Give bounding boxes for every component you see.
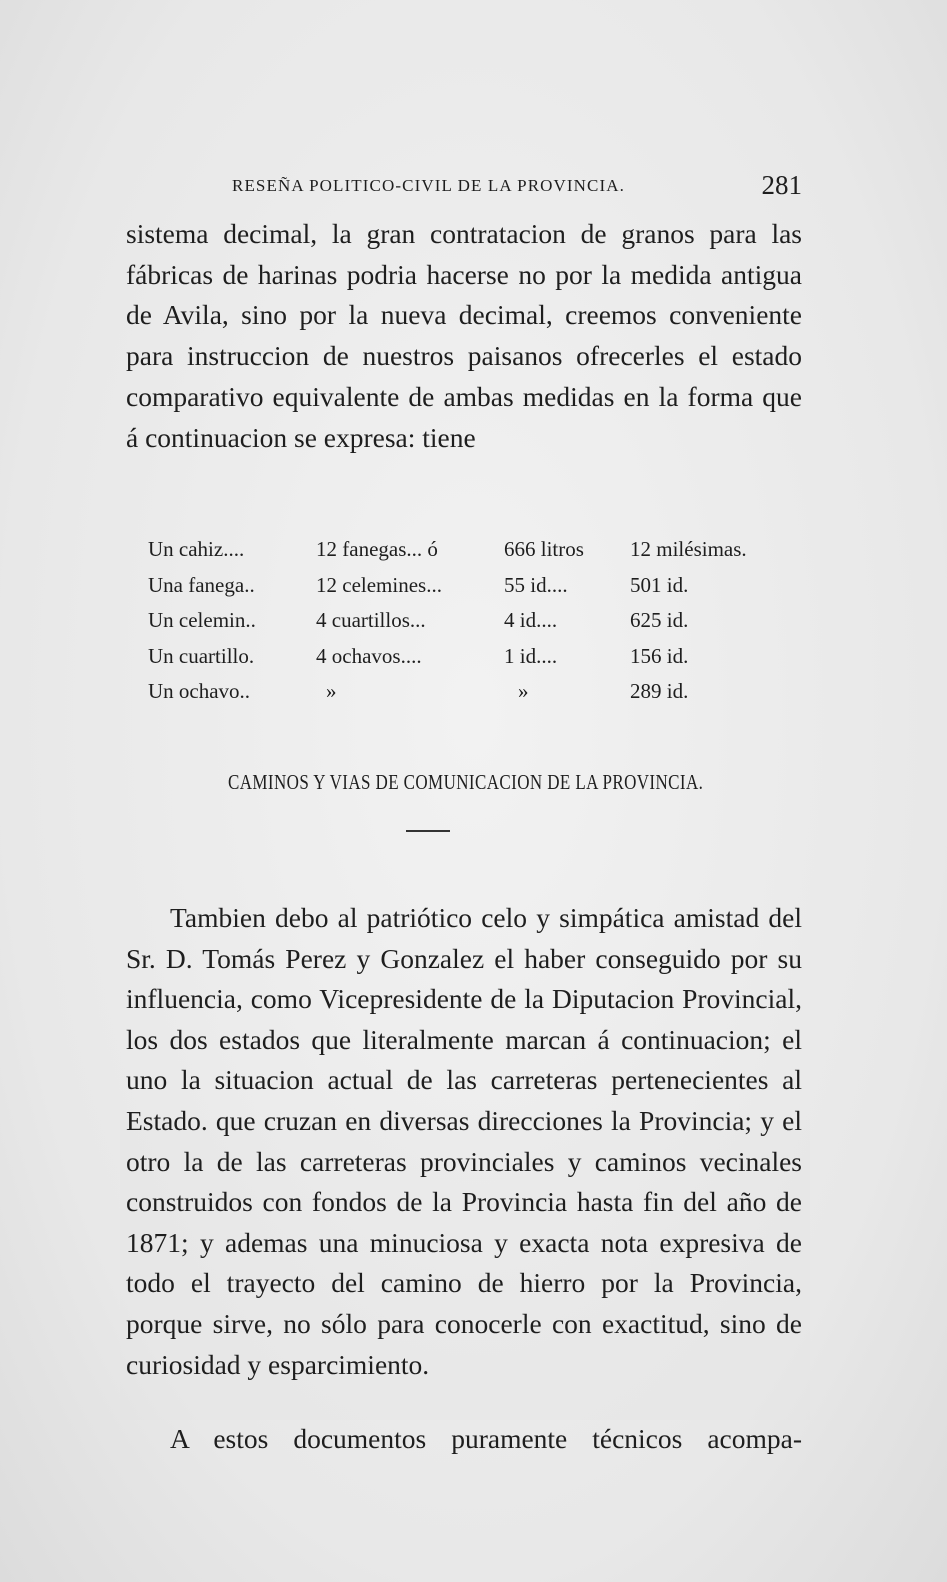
measure-liters: 55 id....	[504, 572, 568, 597]
section-heading: CAMINOS Y VIAS DE COMUNICACION DE LA PROVINCIA.	[228, 770, 704, 794]
measure-liters: 4 id....	[504, 608, 558, 632]
measure-liters: 1 id....	[504, 643, 558, 668]
measure-subdivision: 4 cuartillos...	[316, 608, 426, 632]
measure-thousandths: 625 id.	[630, 608, 689, 632]
measure-row	[148, 679, 808, 715]
measure-unit: Un cuartillo.	[148, 643, 255, 668]
measure-row	[148, 644, 808, 680]
measure-row	[148, 608, 808, 644]
measures-equivalence-table	[148, 537, 808, 715]
measure-liters: 666 litros	[504, 537, 584, 561]
measure-thousandths: 289 id.	[630, 679, 689, 703]
page-number: 281	[761, 170, 802, 200]
measure-unit: Un ochavo..	[148, 679, 251, 703]
measure-subdivision: »	[326, 679, 337, 703]
section-rule	[406, 830, 450, 832]
paragraph-roads-documents: Tambien debo al patriótico celo y simpática amistad del Sr. D. Tomás Perez y Gonzalez el haber conseguido por su influencia, como Vicepresidente de la Diputacion Provincial, los dos estados que literalmente marcan á continuacion; el uno la situacion actual de las carreteras pertenecientes al Estado. que cruzan en diversas direcciones la Provincia; y el otro la de las carreteras provinciales y caminos vecinales construidos con fondos de la Provincia hasta fin del año de 1871; y ademas una minuciosa y exacta nota expresiva de todo el trayecto del camino de hierro por la Provincia, porque sirve, no sólo para conocerle con exactitud, sino de curiosidad y esparcimiento.	[126, 902, 802, 1380]
measure-unit: Una fanega..	[148, 572, 255, 597]
running-head	[232, 170, 802, 200]
measure-unit: Un celemin..	[148, 608, 256, 632]
measure-subdivision: 12 fanegas... ó	[316, 537, 438, 561]
measure-thousandths: 501 id.	[630, 572, 689, 597]
running-title: RESEÑA POLITICO-CIVIL DE LA PROVINCIA.	[232, 176, 625, 195]
measure-row	[148, 537, 808, 573]
measure-thousandths: 156 id.	[630, 643, 689, 668]
measure-subdivision: 12 celemines...	[316, 572, 442, 597]
paragraph-continuation: A estos documentos puramente técnicos acompa-	[170, 1423, 802, 1454]
paragraph-decimal-system: sistema decimal, la gran contratacion de granos para las fábricas de harinas podria hacerse no por la medida antigua de Avila, sino por la nueva decimal, creemos conveniente para instruccion de nuestros paisanos ofrecerles el estado comparativo equivalente de ambas medidas en la forma que á continuacion se expresa: tiene	[126, 218, 802, 453]
measure-unit: Un cahiz....	[148, 537, 245, 561]
measure-thousandths: 12 milésimas.	[630, 537, 747, 561]
measure-row	[148, 573, 808, 609]
measure-subdivision: 4 ochavos....	[316, 643, 422, 668]
measure-liters: »	[518, 679, 529, 703]
